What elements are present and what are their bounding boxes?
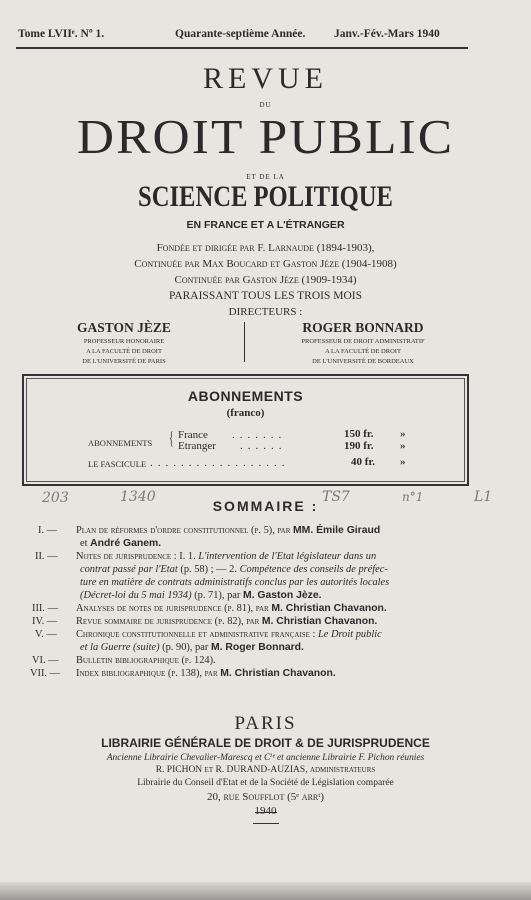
sommaire-item-5-cont: et la Guerre (suite) (p. 90), par M. Roger Bonnard. (80, 642, 304, 653)
publisher-city: PARIS (234, 713, 297, 734)
year-underline (253, 823, 279, 824)
sommaire-item-7-number: VII. — (30, 668, 61, 679)
parution: PARAISSANT TOUS LES TROIS MOIS (168, 290, 362, 302)
abonnements-mark-2: » (400, 440, 406, 452)
publisher-line-3: Librairie du Conseil d'Etat et de la Société de Législation comparée (137, 778, 394, 788)
sommaire-item-1: Plan de réformes d'ordre constitutionnel (p. 5), par MM. Émile Giraud (76, 525, 381, 536)
sommaire-item-4: Revue sommaire de jurisprudence (p. 82), par M. Christian Chavanon. (76, 616, 378, 627)
sommaire-item-2: Notes de jurisprudence : I. 1. L'intervention de l'Etat législateur dans un (76, 551, 377, 562)
handwritten-note-4: n°1 (402, 490, 424, 504)
header-tome: Tome LVIIᵉ. Nº 1. (18, 28, 105, 40)
sommaire-item-6: Bulletin bibliographique (p. 124). (76, 655, 216, 666)
title-et-de-la: ET DE LA (246, 173, 285, 181)
title-revue: REVUE (203, 62, 328, 95)
abonnements-row-etranger: Etranger (178, 440, 216, 452)
fascicule-label: LE FASCICULE (88, 459, 147, 469)
founder-line-2: Continuée par Max Boucard et Gaston Jèze (1904-1908) (134, 258, 397, 270)
director-titles-jeze: PROFESSEUR HONORAIRE A LA FACULTÉ DE DROIT DE L'UNIVERSITÉ DE PARIS (82, 338, 166, 365)
publisher-address: 20, rue Soufflot (5ᵉ arrᵗ) (206, 791, 325, 803)
directors-divider (244, 322, 245, 362)
abonnements-price-etranger: 190 fr. (344, 440, 374, 452)
sommaire-item-6-number: VI. — (32, 655, 59, 666)
sommaire-item-5-number: V. — (35, 629, 57, 640)
abonnements-label: ABONNEMENTS (88, 438, 153, 448)
header-date: Janv.-Fév.-Mars 1940 (334, 28, 440, 40)
header-rule (16, 47, 468, 49)
sommaire-title: SOMMAIRE : (212, 498, 319, 514)
sommaire-item-1-number: I. — (38, 525, 58, 536)
director-name-bonnard: ROGER BONNARD (302, 320, 424, 335)
publisher-line-1: Ancienne Librairie Chevalier-Marescq et Cⁱᵉ et ancienne Librairie F. Pichon réunies (106, 753, 425, 763)
title-science-politique: SCIENCE POLITIQUE (138, 180, 393, 213)
abonnements-mark-1: » (400, 428, 406, 440)
sommaire-item-4-number: IV. — (32, 616, 58, 627)
publisher-name: LIBRAIRIE GÉNÉRALE DE DROIT & DE JURISPRUDENCE (101, 736, 430, 750)
director-name-jeze: GASTON JÈZE (77, 320, 171, 335)
sommaire-item-7: Index bibliographique (p. 138), par M. Christian Chavanon. (76, 668, 336, 679)
abonnements-subtitle: (franco) (226, 407, 265, 419)
handwritten-note-1: 203 (42, 490, 69, 506)
title-droit-public: DROIT PUBLIC (76, 109, 455, 164)
handwritten-note-3: TS7 (322, 489, 350, 505)
sommaire-item-2-number: II. — (35, 551, 58, 562)
fascicule-price: 40 fr. (351, 456, 376, 468)
abonnements-price-france: 150 fr. (344, 428, 374, 440)
founder-line-3: Continuée par Gaston Jèze (1909-1934) (174, 274, 357, 286)
handwritten-note-2: 1340 (120, 489, 156, 505)
abonnements-dots-2: ...... (240, 440, 287, 452)
sommaire-item-2-line-2: contrat passé par l'Etat (p. 58) ; — 2. Compétence des conseils de préfec- (80, 564, 388, 575)
sommaire-item-2-line-4: (Décret-loi du 5 mai 1934) (p. 71), par M. Gaston Jèze. (80, 590, 322, 601)
sommaire-item-1-cont: et André Ganem. (80, 538, 162, 549)
header-annee: Quarante-septième Année. (175, 28, 306, 40)
abonnements-brace: { (169, 428, 174, 448)
director-titles-bonnard: PROFESSEUR DE DROIT ADMINISTRATIF A LA FACULTÉ DE DROIT DE L'UNIVERSITÉ DE BORDEAUX (301, 338, 425, 365)
publisher-year: 1940 (254, 805, 277, 817)
handwritten-note-5: L1 (474, 489, 493, 505)
fascicule-dots: .................. (150, 457, 290, 469)
sommaire-item-5: Chronique constitutionnelle et administrative française : Le Droit public (76, 629, 382, 640)
sommaire-item-3: Analyses de notes de jurisprudence (p. 81), par M. Christian Chavanon. (76, 603, 387, 614)
abonnements-mark-3: » (400, 456, 406, 468)
sommaire-item-3-number: III. — (32, 603, 58, 614)
sommaire-item-2-line-3: ture en matière de contrats administratifs conclus par les autorités locales (80, 577, 390, 588)
publisher-line-2: R. PICHON et R. DURAND-AUZIAS, administrateurs (155, 765, 376, 775)
abonnements-title: ABONNEMENTS (187, 388, 304, 404)
title-du: DU (259, 101, 272, 109)
abonnements-row-france: France (178, 429, 208, 441)
abonnements-dots-1: ....... (232, 429, 287, 441)
title-france-etranger: EN FRANCE ET A L'ÉTRANGER (186, 219, 345, 231)
directeurs-label: DIRECTEURS : (228, 306, 303, 318)
founder-line-1: Fondée et dirigée par F. Larnaude (1894-1903), (156, 242, 375, 254)
